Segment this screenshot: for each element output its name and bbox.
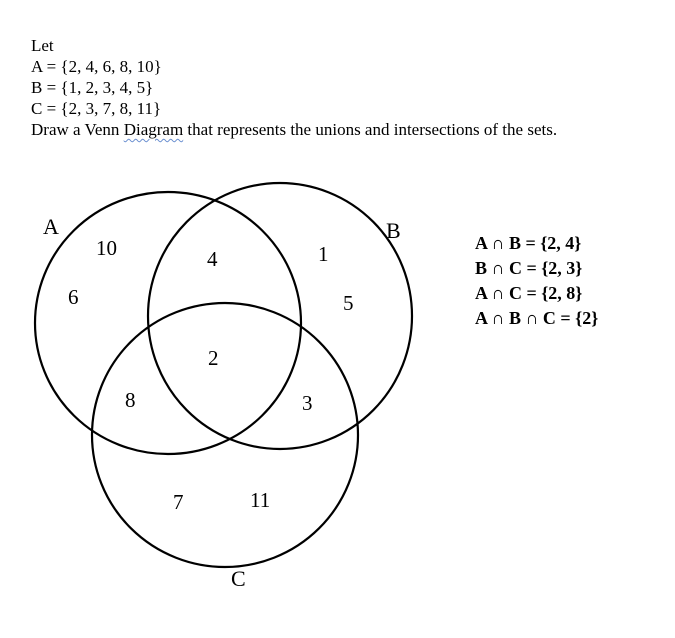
instruction-part-3: that represents the unions and intersections of the sets. [183, 120, 558, 139]
region-b-only-top: 1 [318, 242, 329, 266]
region-ab-only: 4 [207, 247, 218, 271]
region-a-only-top: 10 [96, 236, 117, 260]
intro-text: Let [31, 36, 54, 55]
intersection-results [475, 231, 598, 331]
result-a-b-c: A ∩ B ∩ C = {2} [475, 308, 599, 328]
circle-c [92, 303, 358, 567]
region-b-only-right: 5 [343, 291, 354, 315]
instruction-part-1: Draw a Venn [31, 120, 124, 139]
label-a: A [43, 214, 59, 239]
region-c-only-right: 11 [250, 488, 271, 512]
instruction-part-2: Diagram [123, 120, 184, 139]
region-c-only-left: 7 [173, 490, 184, 514]
set-a-definition: A = {2, 4, 6, 8, 10} [31, 57, 162, 76]
region-ac-only: 8 [125, 388, 136, 412]
result-a-and-c: A ∩ C = {2, 8} [475, 283, 583, 303]
region-a-only-left: 6 [68, 285, 79, 309]
result-b-and-c: B ∩ C = {2, 3} [475, 258, 583, 278]
set-b-definition: B = {1, 2, 3, 4, 5} [31, 78, 154, 97]
region-bc-only: 3 [302, 391, 313, 415]
label-b: B [386, 218, 401, 243]
region-abc: 2 [208, 346, 219, 370]
label-c: C [231, 566, 246, 591]
set-c-definition: C = {2, 3, 7, 8, 11} [31, 99, 162, 118]
result-a-and-b: A ∩ B = {2, 4} [475, 233, 582, 253]
circle-a [35, 192, 301, 454]
